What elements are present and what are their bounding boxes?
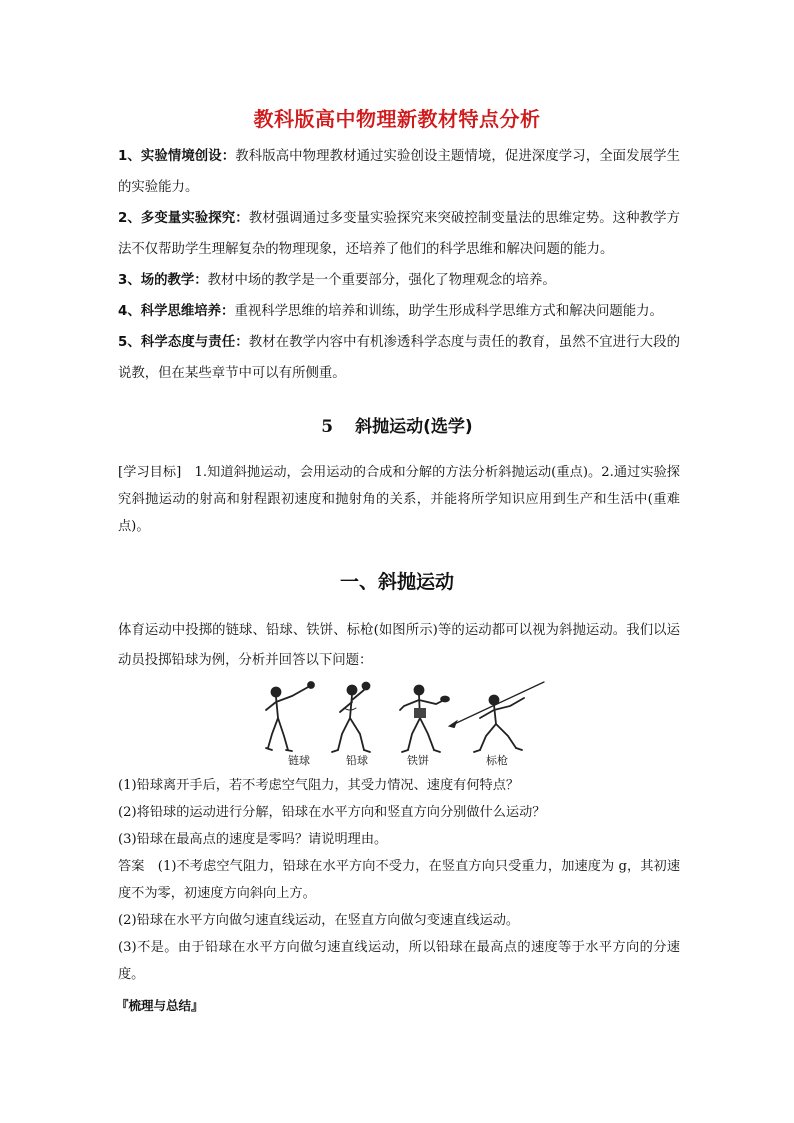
javelin-illustration xyxy=(450,682,544,752)
answer-1 xyxy=(118,853,680,907)
lesson-number: 5 xyxy=(321,417,334,437)
answer-2: (2)铅球在水平方向做匀速直线运动，在竖直方向做匀变速直线运动。 xyxy=(118,913,520,928)
document-title: 教科版高中物理新教材特点分析 xyxy=(253,107,541,131)
feature-item-3 xyxy=(118,265,680,296)
shot-put-illustration xyxy=(332,683,370,753)
feature-item-1 xyxy=(118,141,680,203)
answer-label: 答案 xyxy=(118,859,145,874)
feature-label: 2、多变量实验探究： xyxy=(118,211,249,226)
answer-3: (3)不是。由于铅球在水平方向做匀速直线运动，所以铅球在最高点的速度等于水平方向的分速度。 xyxy=(118,940,680,982)
figure-label: 标枪 xyxy=(486,754,508,767)
figure-label: 铁饼 xyxy=(407,754,429,767)
figure-label: 铅球 xyxy=(346,754,368,767)
feature-label: 3、场的教学： xyxy=(118,273,208,288)
feature-text: 教材中场的教学是一个重要部分，强化了物理观念的培养。 xyxy=(207,273,556,288)
feature-item-4 xyxy=(118,296,680,327)
answer-text: (1)不考虑空气阻力，铅球在水平方向不受力，在竖直方向只受重力，加速度为 g，其初速度不为零，初速度方向斜向上方。 xyxy=(118,859,681,901)
feature-text: 重视科学思维的培养和训练，助学生形成科学思维方式和解决问题能力。 xyxy=(234,304,663,319)
hammer-throw-illustration xyxy=(266,682,314,751)
feature-label: 4、科学思维培养： xyxy=(118,304,235,319)
discus-illustration xyxy=(400,686,449,753)
feature-text: 教科版高中物理教材通过实验创设主题情境，促进深度学习，全面发展学生的实验能力。 xyxy=(118,149,680,195)
feature-text: 教材在教学内容中有机渗透科学态度与责任的教育，虽然不宜进行大段的说教，但在某些章节中可以有所侧重。 xyxy=(118,335,680,381)
section-title: 一、斜抛运动 xyxy=(339,571,454,593)
feature-item-5 xyxy=(118,327,680,389)
intro-paragraph: 体育运动中投掷的链球、铅球、铁饼、标枪(如图所示)等的运动都可以视为斜抛运动。我们以运动员投掷铅球为例，分析并回答以下问题： xyxy=(118,623,680,668)
question-1: (1)铅球离开手后，若不考虑空气阻力，其受力情况、速度有何特点？ xyxy=(118,778,520,793)
question-3: (3)铅球在最高点的速度是零吗？请说明理由。 xyxy=(118,832,388,847)
feature-label: 5、科学态度与责任： xyxy=(118,335,249,350)
summary-heading: 『梳理与总结』 xyxy=(116,998,204,1013)
question-2: (2)将铅球的运动进行分解，铅球在水平方向和竖直方向分别做什么运动？ xyxy=(118,805,546,820)
feature-label: 1、实验情境创设： xyxy=(118,149,236,164)
learning-objective: [学习目标] 1.知道斜抛运动，会用运动的合成和分解的方法分析斜抛运动(重点)。2.通过实验探究斜抛运动的射高和射程跟初速度和抛射角的关系，并能将所学知识应用到生产和生活中(重难点)。 xyxy=(118,465,680,534)
lesson-title: 斜抛运动(选学) xyxy=(355,417,473,437)
feature-item-2 xyxy=(118,203,680,265)
figure-label: 链球 xyxy=(288,754,310,767)
lesson-heading xyxy=(0,412,794,437)
feature-text: 教材强调通过多变量实验探究来突破控制变量法的思维定势。这种教学方法不仅帮助学生理解复杂的物理现象，还培养了他们的科学思维和解决问题的能力。 xyxy=(118,211,680,257)
